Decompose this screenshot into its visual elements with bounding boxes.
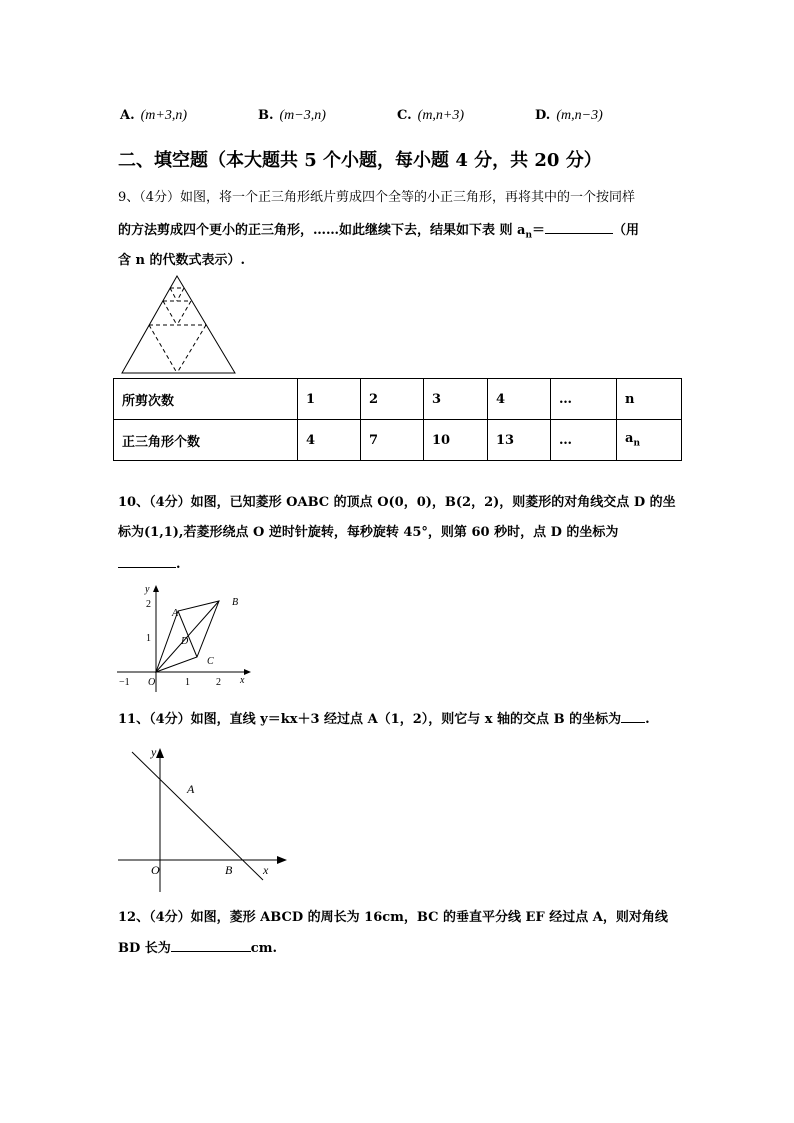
q12-line1: 12、（4分）如图，菱形 ABCD 的周长为 16cm，BC 的垂直平分线 EF 经过点 A，则对角线 [118, 910, 668, 925]
option-d: D. (m,n−3) [535, 108, 603, 123]
q9-line1: 9、（4分）如图，将一个正三角形纸片剪成四个全等的小正三角形，再将其中的一个按同样 [118, 190, 636, 205]
answer-blank[interactable] [621, 710, 645, 723]
table-cell: 1 [298, 379, 361, 420]
option-b: B. (m−3,n) [258, 108, 326, 123]
rhombus-graph [115, 582, 255, 696]
table-cell: 4 [488, 379, 551, 420]
table-cell: … [551, 420, 617, 461]
table-cell: 所剪次数 [114, 379, 298, 420]
table-cell: 7 [361, 420, 424, 461]
point-label: B [232, 597, 239, 608]
tick-label: 1 [146, 633, 151, 644]
table-cell: $a_n$ [617, 420, 682, 461]
axis-label: x [263, 863, 269, 877]
point-label: D [181, 636, 189, 647]
axis-label: x [240, 675, 245, 686]
answer-blank[interactable] [118, 555, 176, 568]
tick-label: 2 [146, 599, 151, 610]
q10-line3: . [118, 555, 181, 572]
triangle-figure [118, 272, 240, 376]
answer-blank[interactable] [545, 221, 613, 234]
table-cell: 3 [424, 379, 488, 420]
tick-label: 1 [185, 677, 190, 688]
axis-label: y [145, 584, 150, 595]
point-label: B [225, 863, 233, 877]
answer-blank[interactable] [171, 939, 251, 952]
cut-count-table [113, 378, 682, 461]
option-c: C. (m,n+3) [397, 108, 465, 123]
origin-label: O [148, 677, 156, 688]
table-cell: 13 [488, 420, 551, 461]
table-cell: n [617, 379, 682, 420]
point-label: C [207, 656, 214, 667]
line-graph [115, 742, 295, 897]
table-cell: 4 [298, 420, 361, 461]
q9-line2: 的方法剪成四个更小的正三角形，……如此继续下去，结果如下表 则 $a_n=$ （用 [118, 223, 640, 241]
point-label: A [172, 608, 179, 619]
section-title: 二、填空题（本大题共 5 个小题，每小题 4 分，共 20 分） [118, 150, 602, 171]
origin-label: O [151, 863, 160, 877]
q9-line3: 含 n 的代数式表示）. [118, 253, 246, 268]
table-cell: 10 [424, 420, 488, 461]
q11-line: 11、（4分）如图，直线 y＝kx＋3 经过点 A（1，2），则它与 x 轴的交点 B 的坐标为 . [118, 712, 650, 727]
tick-label: 2 [216, 677, 221, 688]
q10-line1: 10、（4分）如图，已知菱形 OABC 的顶点 O(0，0)，B(2，2)，则菱形的对角线交点 D 的坐 [118, 495, 676, 510]
table-cell: 2 [361, 379, 424, 420]
option-a: A. (m+3,n) [120, 108, 188, 123]
table-cell: … [551, 379, 617, 420]
tick-label: −1 [119, 677, 130, 688]
axis-label: y [151, 745, 157, 759]
point-label: A [187, 782, 195, 796]
table-cell: 正三角形个数 [114, 420, 298, 461]
q12-line2: BD 长为 cm. [118, 941, 277, 956]
table-row [114, 420, 682, 461]
table-row [114, 379, 682, 420]
q10-line2: 标为(1,1),若菱形绕点 O 逆时针旋转，每秒旋转 45°，则第 60 秒时，点 D 的坐标为 [118, 525, 619, 540]
